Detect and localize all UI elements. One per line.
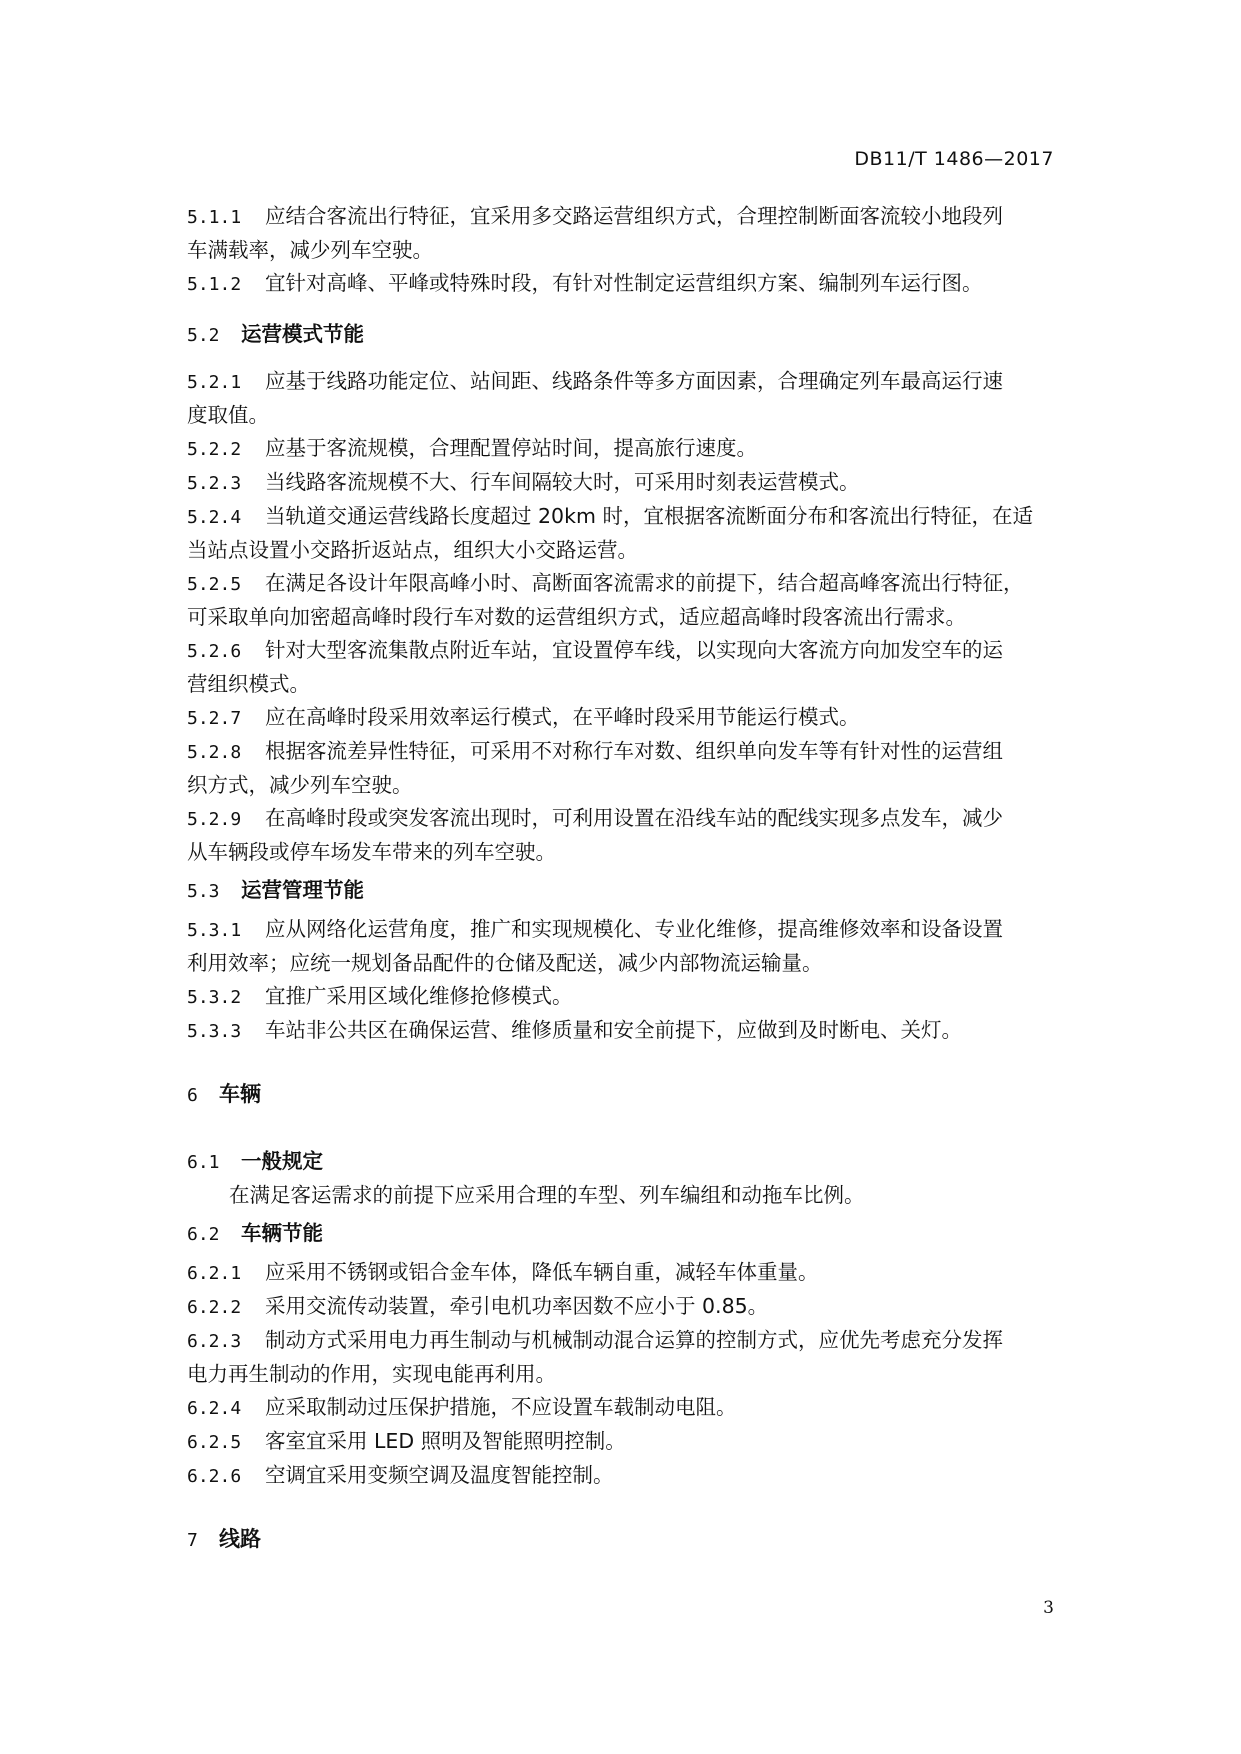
section-heading-6-1 <box>187 1145 1057 1179</box>
clause-text: 宜针对高峰、平峰或特殊时段，有针对性制定运营组织方案、编制列车运行图。 <box>265 271 983 295</box>
clause-text: 应采取制动过压保护措施，不应设置车载制动电阻。 <box>265 1395 737 1419</box>
clause-text: 制动方式采用电力再生制动与机械制动混合运算的控制方式，应优先考虑充分发挥 <box>265 1328 1003 1352</box>
paragraph: 在满足客运需求的前提下应采用合理的车型、列车编组和动拖车比例。 <box>229 1183 865 1207</box>
chapter-title: 线路 <box>219 1527 261 1551</box>
clause-text: 在满足各设计年限高峰小时、高断面客流需求的前提下，结合超高峰客流出行特征， <box>265 571 1024 595</box>
clause-text: 应基于客流规模，合理配置停站时间，提高旅行速度。 <box>265 436 757 460</box>
clause-number: 5.2.1 <box>187 372 242 393</box>
clause-continuation: 电力再生制动的作用，实现电能再利用。 <box>187 1362 556 1386</box>
clause-5-2-7 <box>187 701 1057 735</box>
clause-5-2-5 <box>187 567 1057 601</box>
clause-number: 5.2.4 <box>187 507 242 528</box>
clause-6-2-1 <box>187 1256 1057 1290</box>
clause-5-3-2 <box>187 980 1057 1014</box>
clause-6-2-4 <box>187 1391 1057 1425</box>
clause-5-2-4 <box>187 500 1057 534</box>
section-title: 车辆节能 <box>241 1221 323 1245</box>
clause-number: 5.3.2 <box>187 987 242 1008</box>
clause-5-2-8 <box>187 735 1057 769</box>
clause-number: 6.2.6 <box>187 1466 242 1487</box>
section-heading-5-3 <box>187 874 1057 908</box>
clause-5-2-1 <box>187 365 1057 399</box>
clause-text: 针对大型客流集散点附近车站，宜设置停车线，以实现向大客流方向加发空车的运 <box>265 638 1003 662</box>
clause-number: 6.2.2 <box>187 1297 242 1318</box>
clause-continuation: 可采取单向加密超高峰时段行车对数的运营组织方式，适应超高峰时段客流出行需求。 <box>187 605 966 629</box>
clause-5-2-2 <box>187 432 1057 466</box>
clause-text: 当线路客流规模不大、行车间隔较大时，可采用时刻表运营模式。 <box>265 470 860 494</box>
clause-continuation: 车满载率，减少列车空驶。 <box>187 238 433 262</box>
clause-continuation: 当站点设置小交路折返站点，组织大小交路运营。 <box>187 538 638 562</box>
chapter-heading-7 <box>187 1523 1057 1557</box>
document-body <box>187 200 1057 1557</box>
clause-number: 5.2.7 <box>187 708 242 729</box>
clause-5-2-3 <box>187 466 1057 500</box>
clause-5-2-6 <box>187 634 1057 668</box>
clause-6-2-3 <box>187 1324 1057 1358</box>
section-title: 一般规定 <box>241 1149 323 1173</box>
clause-text: 空调宜采用变频空调及温度智能控制。 <box>265 1463 614 1487</box>
clause-continuation: 从车辆段或停车场发车带来的列车空驶。 <box>187 840 556 864</box>
clause-number: 5.3.1 <box>187 920 242 941</box>
clause-number: 5.1.2 <box>187 274 242 295</box>
clause-text: 应结合客流出行特征，宜采用多交路运营组织方式，合理控制断面客流较小地段列 <box>265 204 1003 228</box>
chapter-number: 7 <box>187 1530 198 1551</box>
clause-text: 应在高峰时段采用效率运行模式，在平峰时段采用节能运行模式。 <box>265 705 860 729</box>
chapter-number: 6 <box>187 1085 198 1106</box>
section-number: 5.3 <box>187 881 220 902</box>
clause-5-3-3 <box>187 1014 1057 1048</box>
page-number: 3 <box>1043 1598 1054 1618</box>
clause-text: 根据客流差异性特征，可采用不对称行车对数、组织单向发车等有针对性的运营组 <box>265 739 1003 763</box>
clause-text: 应采用不锈钢或铝合金车体，降低车辆自重，减轻车体重量。 <box>265 1260 819 1284</box>
clause-text: 客室宜采用 LED 照明及智能照明控制。 <box>265 1429 626 1453</box>
section-title: 运营管理节能 <box>241 878 364 902</box>
clause-5-1-2 <box>187 267 1057 301</box>
clause-number: 5.2.9 <box>187 809 242 830</box>
clause-number: 5.3.3 <box>187 1021 242 1042</box>
clause-number: 5.2.5 <box>187 574 242 595</box>
chapter-title: 车辆 <box>219 1082 261 1106</box>
clause-number: 6.2.3 <box>187 1331 242 1352</box>
clause-number: 6.2.1 <box>187 1263 242 1284</box>
clause-continuation: 营组织模式。 <box>187 672 310 696</box>
section-title: 运营模式节能 <box>241 322 364 346</box>
clause-5-3-1 <box>187 913 1057 947</box>
clause-continuation: 利用效率；应统一规划备品配件的仓储及配送，减少内部物流运输量。 <box>187 951 823 975</box>
clause-number: 6.2.5 <box>187 1432 242 1453</box>
document-code: DB11/T 1486—2017 <box>854 148 1054 170</box>
section-heading-5-2 <box>187 318 1057 352</box>
clause-text: 宜推广采用区域化维修抢修模式。 <box>265 984 573 1008</box>
clause-number: 5.2.6 <box>187 641 242 662</box>
section-number: 6.1 <box>187 1152 220 1173</box>
clause-text: 在高峰时段或突发客流出现时，可利用设置在沿线车站的配线实现多点发车，减少 <box>265 806 1003 830</box>
clause-number: 5.2.3 <box>187 473 242 494</box>
clause-5-1-1 <box>187 200 1057 234</box>
clause-text: 当轨道交通运营线路长度超过 20km 时，宜根据客流断面分布和客流出行特征，在适 <box>265 504 1033 528</box>
clause-text: 应基于线路功能定位、站间距、线路条件等多方面因素，合理确定列车最高运行速 <box>265 369 1003 393</box>
clause-continuation: 度取值。 <box>187 403 269 427</box>
clause-number: 5.2.2 <box>187 439 242 460</box>
clause-number: 5.2.8 <box>187 742 242 763</box>
clause-continuation: 织方式，减少列车空驶。 <box>187 773 413 797</box>
clause-6-2-6 <box>187 1459 1057 1493</box>
section-number: 6.2 <box>187 1224 220 1245</box>
clause-6-2-2 <box>187 1290 1057 1324</box>
clause-5-2-9 <box>187 802 1057 836</box>
section-number: 5.2 <box>187 325 220 346</box>
clause-number: 5.1.1 <box>187 207 242 228</box>
clause-text: 车站非公共区在确保运营、维修质量和安全前提下，应做到及时断电、关灯。 <box>265 1018 962 1042</box>
clause-number: 6.2.4 <box>187 1398 242 1419</box>
clause-6-2-5 <box>187 1425 1057 1459</box>
clause-text: 应从网络化运营角度，推广和实现规模化、专业化维修，提高维修效率和设备设置 <box>265 917 1003 941</box>
chapter-heading-6 <box>187 1078 1057 1112</box>
section-heading-6-2 <box>187 1217 1057 1251</box>
clause-text: 采用交流传动装置，牵引电机功率因数不应小于 0.85。 <box>265 1294 769 1318</box>
